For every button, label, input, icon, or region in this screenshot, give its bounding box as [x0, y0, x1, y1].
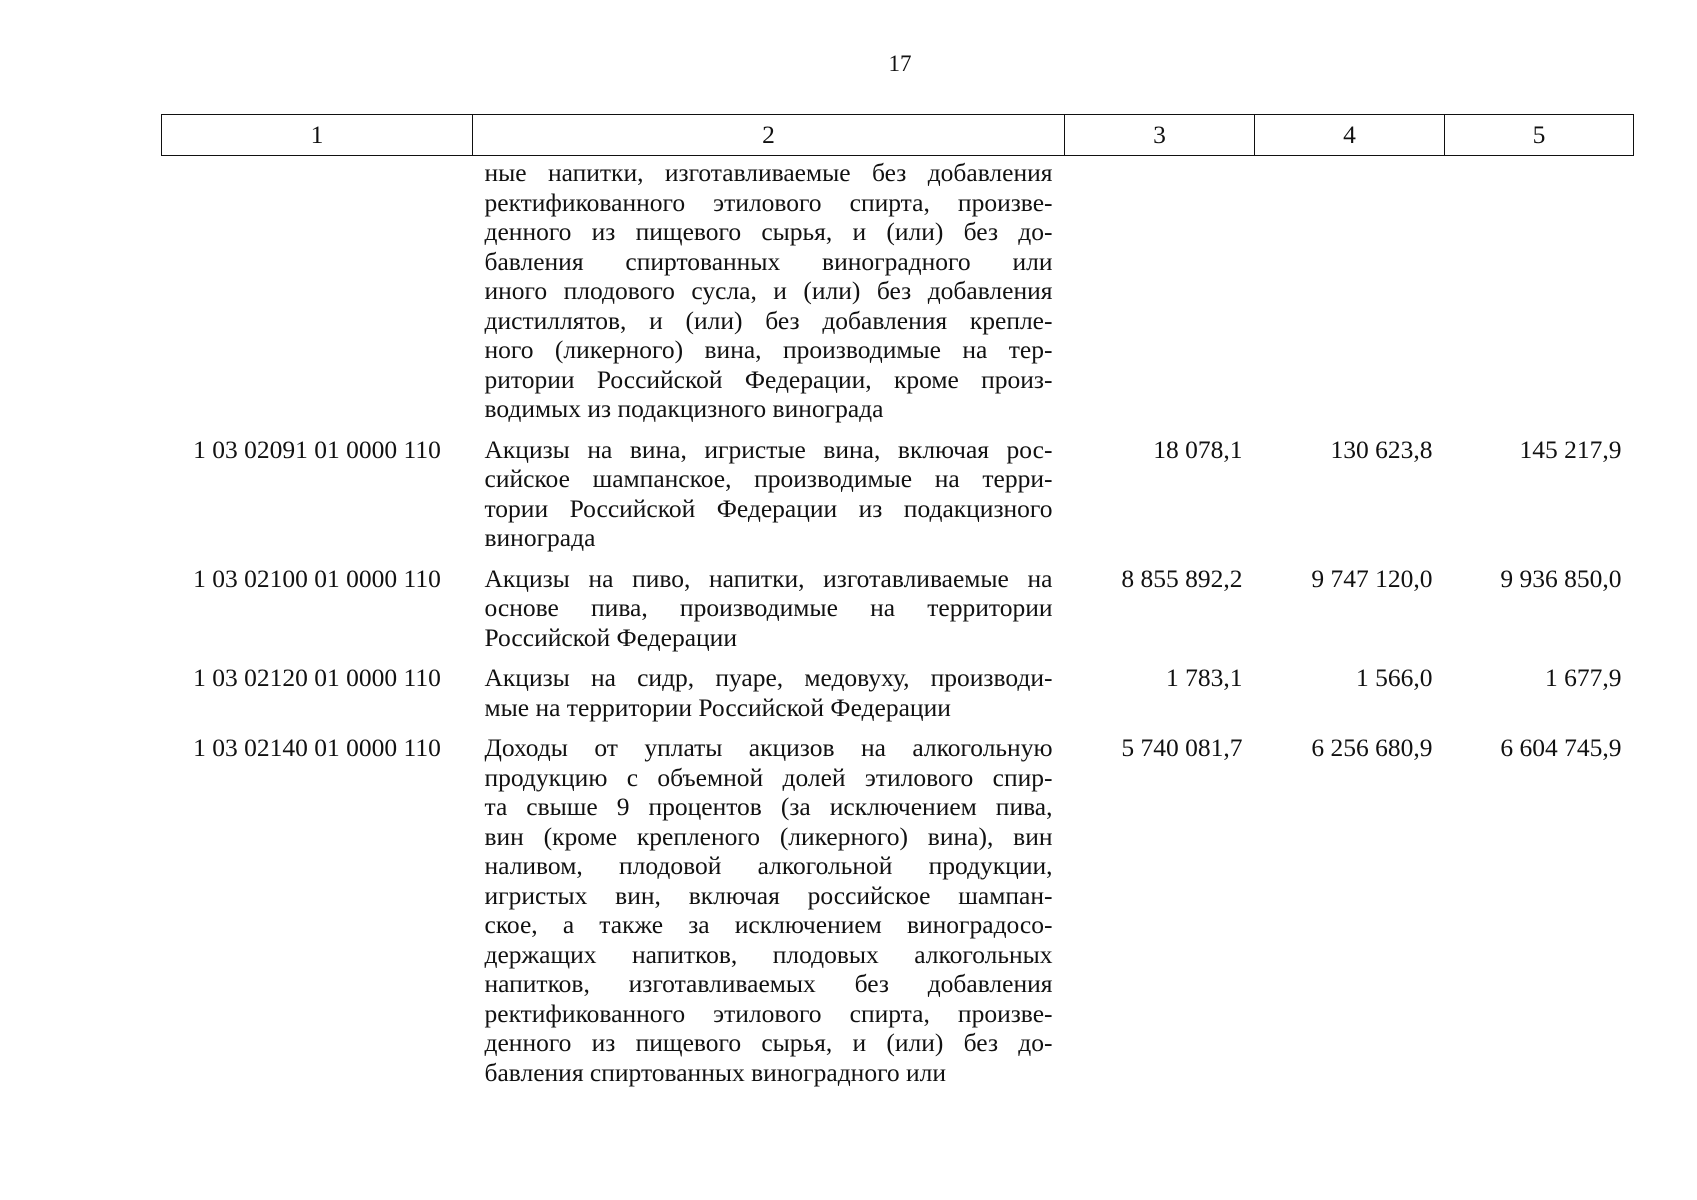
amount-col-5: [1445, 156, 1634, 424]
table-row: [162, 652, 1634, 722]
description-line: Акцизы на вина, игристые вина, включая рос-: [484, 434, 1053, 464]
income-description: [473, 722, 1065, 1087]
description-line: водимых из подакцизного винограда: [484, 394, 884, 423]
description-line: ректификованного этилового спирта, произве-: [484, 998, 1053, 1028]
income-description: [473, 652, 1065, 722]
description-line: игристых вин, включая российское шампан-: [484, 880, 1053, 910]
amount-col-3: 18 078,1: [1153, 434, 1243, 464]
description-line: денного из пищевого сырья, и (или) без до-: [484, 1028, 1053, 1057]
amount-col-4: 130 623,8: [1330, 434, 1433, 464]
income-description: [473, 156, 1065, 424]
budget-code: 1 03 02100 01 0000 110: [193, 563, 441, 593]
table-header: [162, 115, 1634, 156]
description-line: ного (ликерного) вина, производимые на тер-: [484, 335, 1053, 364]
table-row: [162, 553, 1634, 653]
description-line: основе пива, производимые на территории: [484, 593, 1053, 622]
amount-col-4: 9 747 120,0: [1311, 563, 1433, 593]
description-line: та свыше 9 процентов (за исключением пива,: [484, 792, 1053, 821]
amount-col-4: 1 566,0: [1356, 663, 1433, 692]
amount-col-3: 8 855 892,2: [1121, 563, 1243, 593]
description-line: винограда: [484, 523, 596, 552]
amount-col-5: 1 677,9: [1545, 663, 1622, 692]
budget-code: [162, 156, 473, 424]
header-col-3: 3: [1065, 115, 1255, 156]
description-line: Акцизы на пиво, напитки, изготавливаемые на: [484, 563, 1053, 593]
header-col-4: 4: [1255, 115, 1445, 156]
budget-code: 1 03 02091 01 0000 110: [193, 434, 441, 464]
description-line: тории Российской Федерации из подакцизного: [484, 493, 1053, 523]
header-row: [162, 115, 1634, 156]
amount-col-5: 9 936 850,0: [1500, 563, 1622, 593]
budget-code: 1 03 02140 01 0000 110: [193, 733, 441, 762]
header-col-5: 5: [1445, 115, 1634, 156]
table-row: [162, 424, 1634, 553]
description-line: наливом, плодовой алкогольной продукции,: [484, 851, 1053, 880]
table-row: [162, 722, 1634, 1087]
income-description: [473, 424, 1065, 553]
amount-col-3: [1065, 156, 1255, 424]
income-description: [473, 553, 1065, 653]
description-line: ные напитки, изготавливаемые без добавления: [484, 158, 1053, 187]
description-line: Акцизы на сидр, пуаре, медовуху, производи-: [484, 663, 1053, 692]
header-col-1: 1: [162, 115, 473, 156]
table-body: [162, 156, 1634, 1088]
description-line: денного из пищевого сырья, и (или) без до-: [484, 217, 1053, 246]
description-line: ское, а также за исключением виноградосо-: [484, 910, 1053, 939]
description-line: мые на территории Российской Федерации: [484, 692, 951, 722]
description-line: Доходы от уплаты акцизов на алкогольную: [484, 733, 1053, 762]
amount-col-4: [1255, 156, 1445, 424]
description-line: ректификованного этилового спирта, произве-: [484, 187, 1053, 217]
description-line: иного плодового сусла, и (или) без добавления: [484, 276, 1053, 305]
table-row: [162, 156, 1634, 424]
revenue-table: [161, 114, 1634, 1087]
description-line: бавления спиртованных виноградного или: [484, 246, 1053, 276]
page-number: 17: [888, 51, 912, 76]
description-line: вин (кроме крепленого (ликерного) вина), вин: [484, 821, 1053, 851]
description-line: продукцию с объемной долей этилового спир-: [484, 762, 1053, 792]
description-line: сийское шампанское, производимые на терри-: [484, 464, 1053, 493]
amount-col-5: 145 217,9: [1519, 434, 1622, 464]
description-line: дистиллятов, и (или) без добавления крепле-: [484, 305, 1053, 335]
amount-col-3: 1 783,1: [1166, 663, 1243, 692]
budget-code: 1 03 02120 01 0000 110: [193, 663, 441, 692]
description-line: ритории Российской Федерации, кроме произ-: [484, 364, 1053, 394]
description-line: напитков, изготавливаемых без добавления: [484, 969, 1053, 998]
amount-col-5: 6 604 745,9: [1500, 733, 1622, 762]
description-line: Российской Федерации: [484, 622, 737, 652]
description-line: держащих напитков, плодовых алкогольных: [484, 939, 1053, 969]
amount-col-3: 5 740 081,7: [1121, 733, 1243, 762]
amount-col-4: 6 256 680,9: [1311, 733, 1433, 762]
header-col-2: 2: [473, 115, 1065, 156]
description-line: бавления спиртованных виноградного или: [484, 1057, 947, 1087]
